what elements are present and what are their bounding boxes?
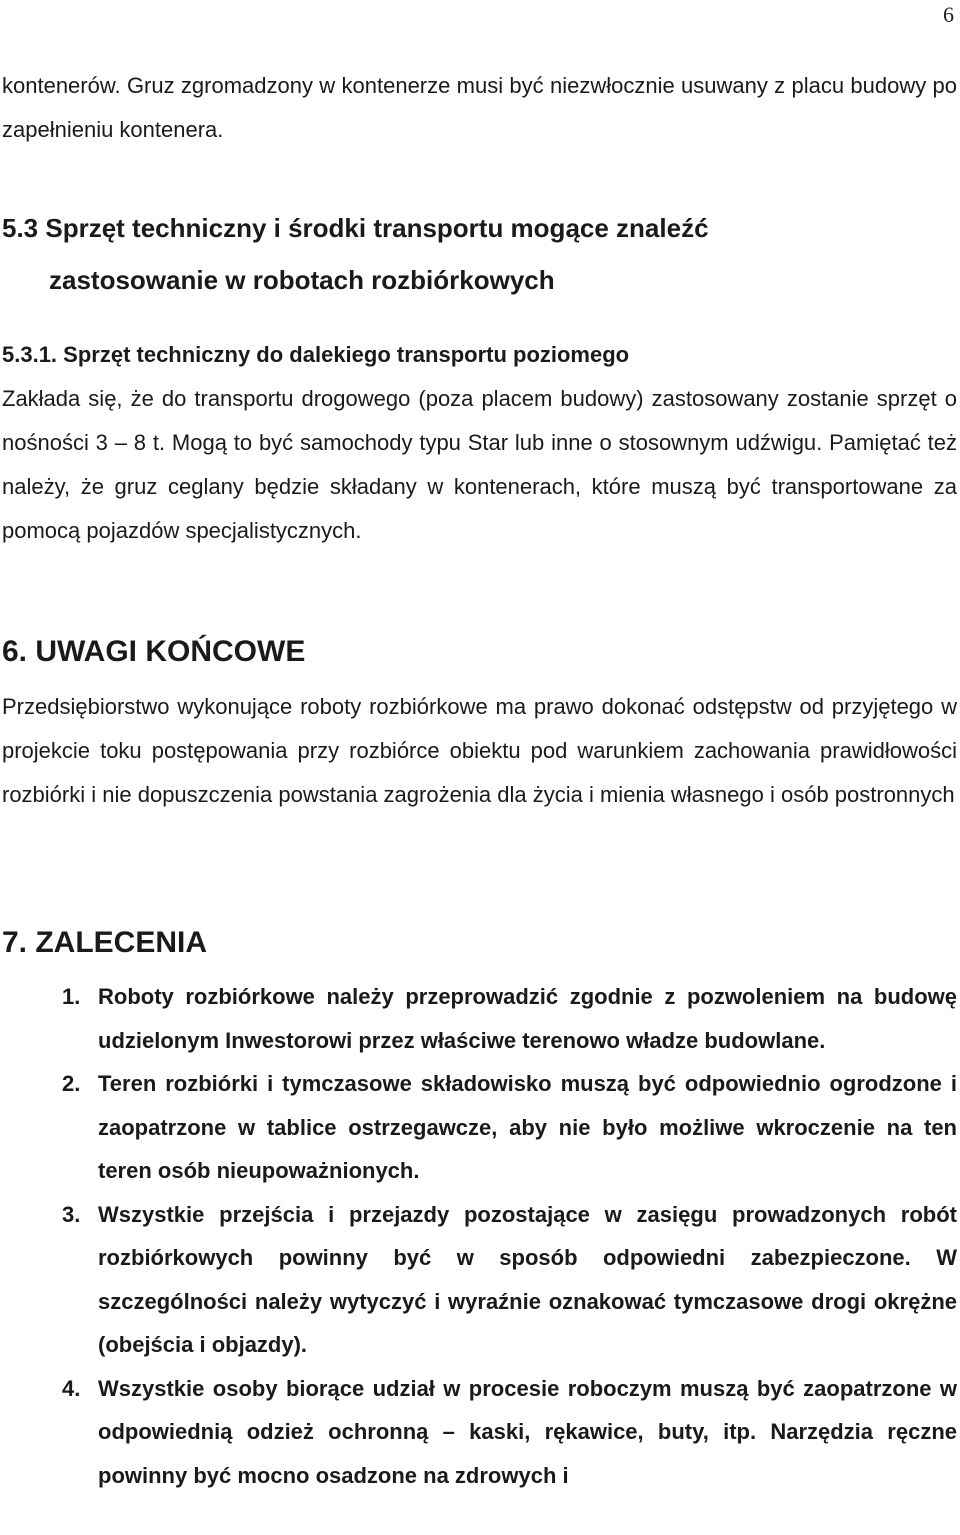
section-5-3-heading xyxy=(2,202,957,306)
list-item-number: 2. xyxy=(62,1071,81,1096)
list-item-text: Wszystkie osoby biorące udział w procesie roboczym muszą być zaopatrzone w odpowiednią odzież ochronną – kaski, rękawice, buty, itp. Narzędzia ręczne powinny być mocno osadzone na zdrowych i xyxy=(98,1375,957,1488)
section-5-3-1-heading: 5.3.1. Sprzęt techniczny do dalekiego transportu poziomego xyxy=(2,342,630,367)
list-item-text: Wszystkie przejścia i przejazdy pozostające w zasięgu prowadzonych robót rozbiórkowych powinny być w sposób odpowiedni zabezpieczone. W szczególności należy wytyczyć i wyraźnie oznakować tymczasowe drogi okrężne (obejścia i objazdy). xyxy=(98,1201,957,1357)
list-item xyxy=(2,975,957,1062)
list-item xyxy=(2,1367,957,1498)
section-5-3-heading-line1: 5.3 Sprzęt techniczny i środki transportu mogące znaleźć xyxy=(2,213,709,243)
recommendations-list xyxy=(2,975,957,1497)
list-item xyxy=(2,1062,957,1193)
section-6-paragraph: Przedsiębiorstwo wykonujące roboty rozbiórkowe ma prawo dokonać odstępstw od przyjętego w projekcie toku postępowania przy rozbiórce obiektu pod warunkiem zachowania prawidłowości rozbiórki i nie dopuszczenia powstania zagrożenia dla życia i mienia własnego i osób postronnych xyxy=(2,694,957,807)
section-5-3-1-paragraph: Zakłada się, że do transportu drogowego (poza placem budowy) zastosowany zostanie sprzęt o nośności 3 – 8 t. Mogą to być samochody typu Star lub inne o stosownym udźwigu. Pamiętać też należy, że gruz ceglany będzie składany w kontenerach, które muszą być transportowane za pomocą pojazdów specjalistycznych. xyxy=(2,386,957,543)
section-5-3-heading-line2: zastosowanie w robotach rozbiórkowych xyxy=(49,265,555,295)
section-5-3-1 xyxy=(2,333,957,553)
section-5-3 xyxy=(2,202,957,306)
list-item-text: Teren rozbiórki i tymczasowe składowisko muszą być odpowiednio ogrodzone i zaopatrzone w tablice ostrzegawcze, aby nie było możliwe wkroczenie na ten teren osób nieupoważnionych. xyxy=(98,1071,957,1183)
section-7-list xyxy=(2,975,957,1497)
list-item-number: 3. xyxy=(62,1201,81,1227)
list-item xyxy=(2,1193,957,1367)
section-7 xyxy=(2,921,957,965)
section-6-heading: 6. UWAGI KOŃCOWE xyxy=(2,635,306,668)
intro-paragraph: kontenerów. Gruz zgromadzony w kontenerze musi być niezwłocznie usuwany z placu budowy po zapełnieniu kontenera. xyxy=(2,73,957,142)
section-6-body xyxy=(2,685,957,817)
list-item-number: 1. xyxy=(62,984,81,1009)
section-6 xyxy=(2,630,957,674)
section-7-heading: 7. ZALECENIA xyxy=(2,926,208,959)
intro-section xyxy=(2,64,957,152)
list-item-text: Roboty rozbiórkowe należy przeprowadzić zgodnie z pozwoleniem na budowę udzielonym Inwestorowi przez właściwe terenowo władze budowlane. xyxy=(98,984,957,1053)
page-number: 6 xyxy=(943,2,954,27)
list-item-number: 4. xyxy=(62,1375,81,1401)
